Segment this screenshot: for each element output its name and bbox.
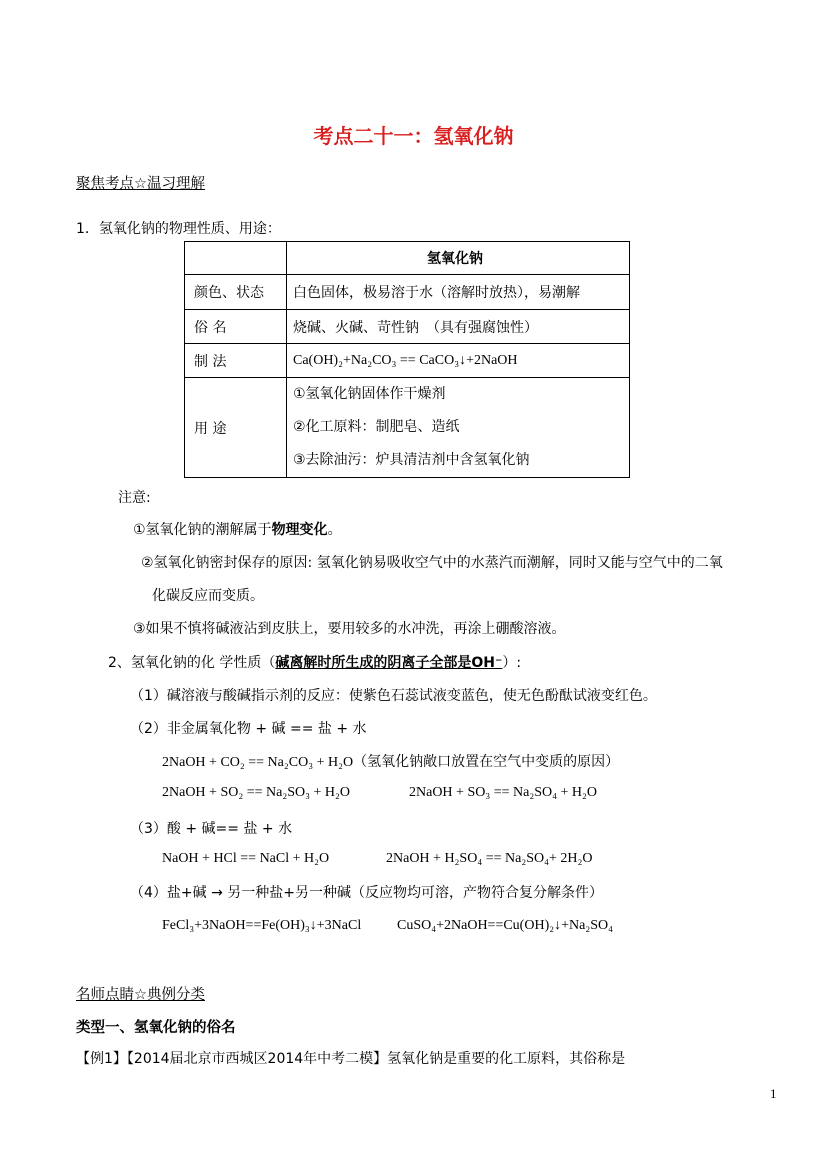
note-1-text: ①氢氧化钠的潮解属于 — [133, 522, 272, 538]
usage-item: ①氢氧化钠固体作干燥剂 — [293, 386, 446, 402]
table-row-key: 颜色、状态 — [185, 275, 287, 310]
page-number: 1 — [770, 1086, 777, 1101]
note-label: 注意: — [118, 490, 151, 506]
table-header: 氢氧化钠 — [287, 242, 630, 275]
note-2-line-2: 化碳反应而变质。 — [152, 588, 264, 604]
question-2-suffix: ）: — [502, 655, 522, 671]
chem-equation: 2NaOH + H₂SO₄ == Na₂SO₄+ 2H₂O — [386, 851, 593, 866]
usage-item: ③去除油污：炉具清洁剂中含氢氧化钠 — [293, 452, 530, 468]
chem-equation: 2NaOH + SO₂ == Na₂SO₃ + H₂O — [162, 785, 350, 800]
question-2-heading — [108, 652, 521, 672]
chem-equation: FeCl₃+3NaOH==Fe(OH)₃↓+3NaCl — [162, 918, 362, 933]
chem-equation: CuSO₄+2NaOH==Cu(OH)₂↓+Na₂SO₄ — [397, 918, 613, 933]
question-2-prefix: 2、氢氧化钠的化 学性质（ — [108, 655, 276, 671]
table-row-key: 制 法 — [185, 344, 287, 378]
page-title: 考点二十一：氢氧化钠 — [313, 124, 514, 148]
section-heading-examples: 名师点睛☆典例分类 — [76, 987, 205, 1003]
usage-item: ②化工原料：制肥皂、造纸 — [293, 419, 460, 435]
note-3: ③如果不慎将碱液沾到皮肤上，要用较多的水冲洗，再涂上硼酸溶液。 — [133, 621, 566, 637]
example-text: 【例1】【2014届北京市西城区2014年中考二模】氢氧化钠是重要的化工原料，其俗称是 — [76, 1051, 626, 1067]
chem-property-4: （4）盐+碱 → 另一种盐+另一种碱（反应物均可溶，产物符合复分解条件） — [130, 885, 603, 901]
table-corner-cell — [185, 242, 287, 275]
chem-equation: NaOH + HCl == NaCl + H₂O — [162, 851, 330, 866]
note-1-suffix: 。 — [327, 522, 342, 538]
chem-property-1: （1）碱溶液与酸碱指示剂的反应：使紫色石蕊试液变蓝色，使无色酚酞试液变红色。 — [130, 688, 657, 704]
question-1-heading: 1．氢氧化钠的物理性质、用途： — [76, 221, 281, 237]
chem-equation: 2NaOH + CO₂ == Na₂CO₃ + H₂O（氢氧化钠敞口放置在空气中变质的原因） — [162, 755, 620, 770]
section-heading-review: 聚焦考点☆温习理解 — [76, 176, 205, 192]
properties-table — [184, 241, 630, 478]
note-2-line-1: ②氢氧化钠密封保存的原因: 氢氧化钠易吸收空气中的水蒸汽而潮解，同时又能与空气中的二氧 — [141, 555, 723, 571]
table-row-key: 俗 名 — [185, 310, 287, 344]
chem-property-2: （2）非金属氧化物 + 碱 == 盐 + 水 — [130, 721, 367, 737]
table-row-value: 白色固体，极易溶于水（溶解时放热），易潮解 — [287, 275, 630, 310]
table-row-key: 用 途 — [185, 378, 287, 478]
note-1-bold: 物理变化 — [271, 522, 328, 538]
question-2-bold: 碱离解时所生成的阴离子全部是OH⁻ — [275, 655, 503, 671]
note-1 — [133, 519, 342, 539]
table-row-value: Ca(OH)₂+Na₂CO₃ == CaCO₃↓+2NaOH — [287, 344, 630, 378]
chem-property-3: （3）酸 + 碱== 盐 + 水 — [130, 821, 293, 837]
chem-equation: 2NaOH + SO₃ == Na₂SO₄ + H₂O — [409, 785, 597, 800]
type-heading: 类型一、氢氧化钠的俗名 — [76, 1020, 236, 1036]
table-row-value: 烧碱、火碱、苛性钠 （具有强腐蚀性） — [287, 310, 630, 344]
usage-list — [287, 378, 630, 478]
